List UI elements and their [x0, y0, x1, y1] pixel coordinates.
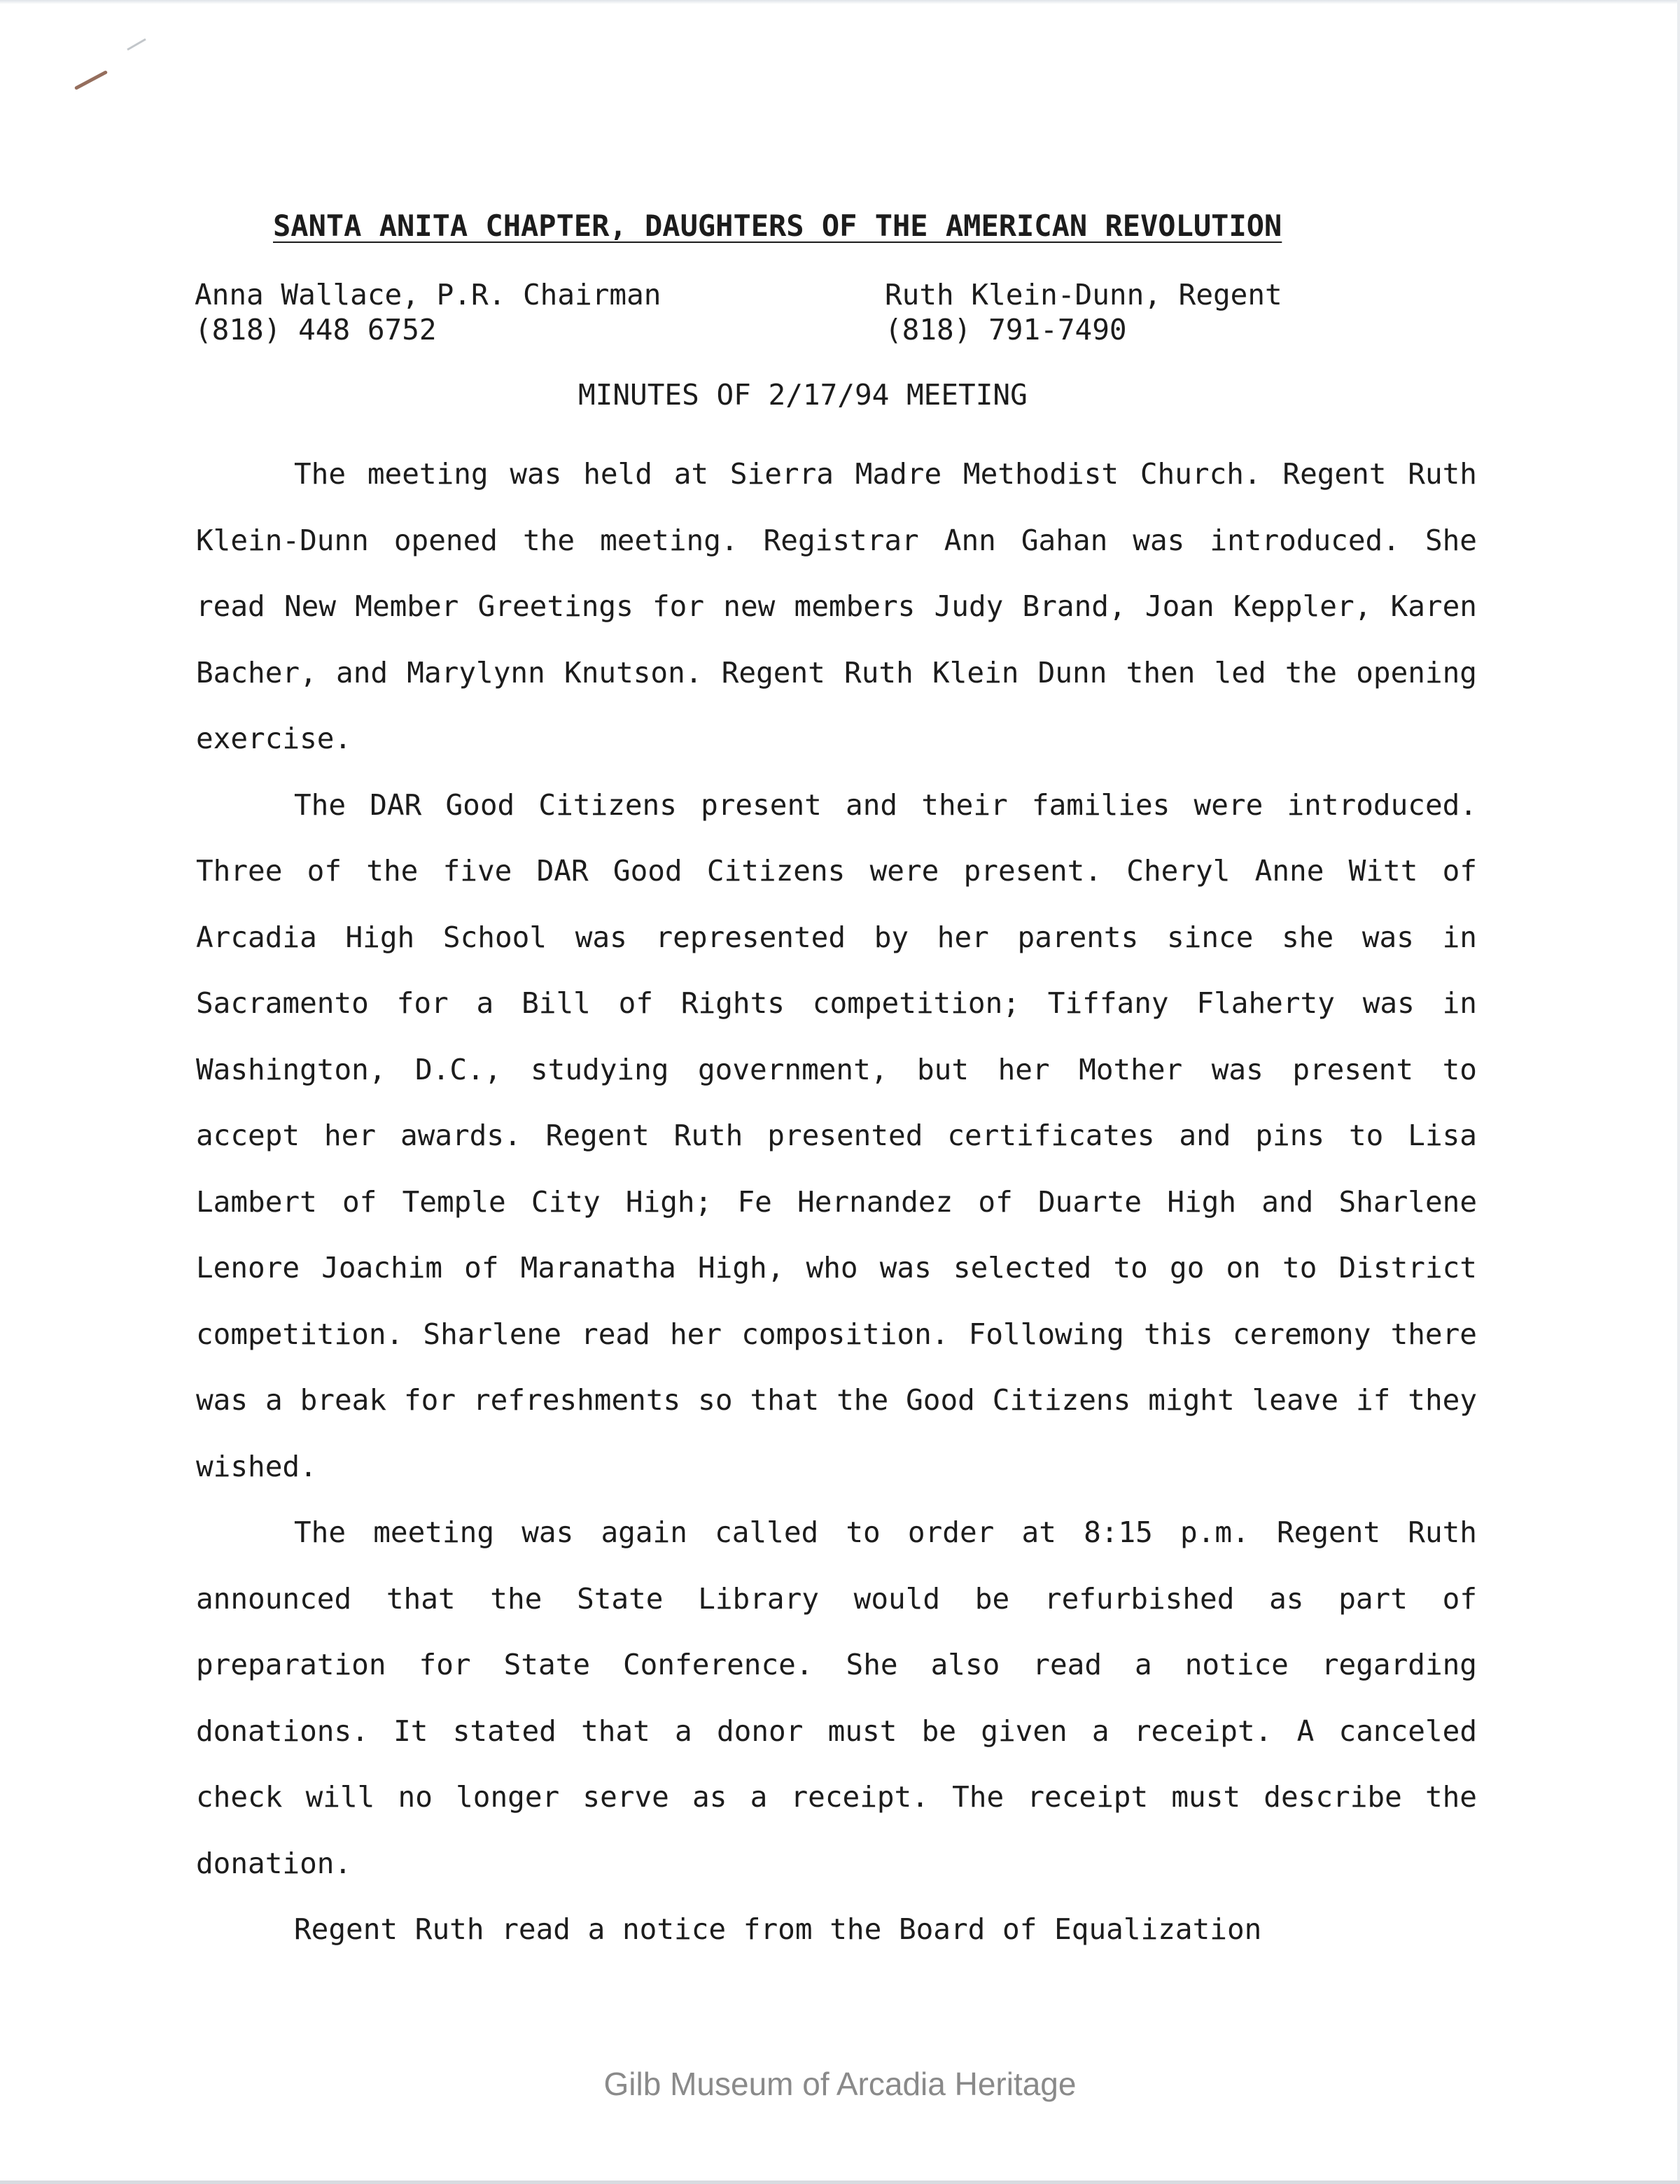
ink-mark — [74, 70, 108, 90]
paragraph: The meeting was again called to order at 8:15 p.m. Regent Ruth announced that the State Library would be refurbished as part of preparation for State Conference. She also read a notice regarding donations. It stated that a donor must be given a receipt. A canceled check will no longer serve as a receipt. The receipt must describe the donation. — [196, 1516, 1477, 1880]
contact-pr-chairman — [195, 277, 661, 347]
contact-phone: (818) 448 6752 — [195, 313, 437, 346]
paragraph: The meeting was held at Sierra Madre Methodist Church. Regent Ruth Klein-Dunn opened the meeting. Registrar Ann Gahan was introduced. She read New Member Greetings for new members Judy Brand, Joan Keppler, Karen Bacher, and Marylynn Knutson. Regent Ruth Klein Dunn then led the opening exercise. — [196, 457, 1477, 755]
minutes-body — [196, 441, 1477, 1963]
paragraph: Regent Ruth read a notice from the Board of Equalization — [294, 1912, 1262, 1946]
contact-name: Anna Wallace, P.R. Chairman — [195, 278, 662, 312]
museum-watermark: Gilb Museum of Arcadia Heritage — [603, 2066, 1077, 2102]
page-edge-bottom — [0, 2180, 1680, 2184]
pencil-mark — [127, 38, 146, 51]
contact-phone: (818) 791-7490 — [885, 313, 1127, 346]
paragraph: The DAR Good Citizens present and their families were introduced. Three of the five DAR Good Citizens were present. Cheryl Anne Witt of Arcadia High School was represented by her parents since she was in Sacramento for a Bill of Rights competition; Tiffany Flaherty was in Washington, D.C., studying government, but her Mother was present to accept her awards. Regent Ruth presented certificates and pins to Lisa Lambert of Temple City High; Fe Hernandez of Duarte High and Sharlene Lenore Joachim of Maranatha High, who was selected to go on to District competition. Sharlene read her composition. Following this ceremony there was a break for refreshments so that the Good Citizens might leave if they wished. — [196, 788, 1477, 1483]
contact-regent — [885, 277, 1282, 347]
page-edge-right — [1677, 0, 1680, 2184]
minutes-heading: MINUTES OF 2/17/94 MEETING — [578, 378, 1028, 412]
document-title: SANTA ANITA CHAPTER, DAUGHTERS OF THE AMERICAN REVOLUTION — [273, 209, 1282, 243]
contact-name: Ruth Klein-Dunn, Regent — [885, 278, 1282, 312]
page-edge-top — [0, 0, 1680, 4]
